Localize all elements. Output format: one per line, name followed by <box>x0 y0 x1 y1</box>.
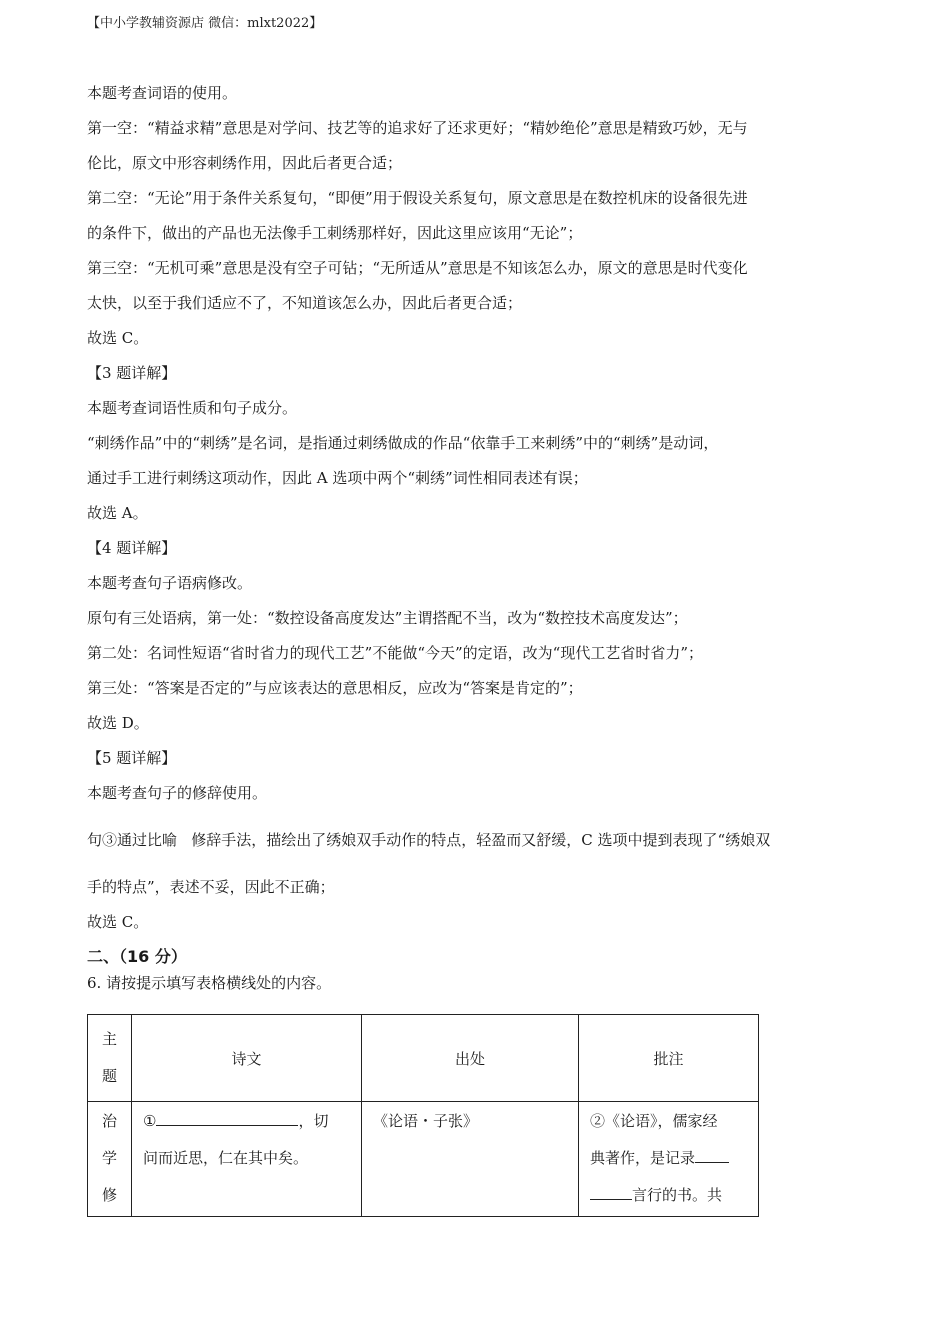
text-line: 伦比，原文中形容刺绣作用，因此后者更合适； <box>87 154 403 172</box>
row-source <box>362 1102 579 1217</box>
text-line: 本题考查句子的修辞使用。 <box>87 784 268 802</box>
fill-blank[interactable] <box>156 1111 298 1126</box>
header-theme-char: 题 <box>101 1067 117 1085</box>
text-line: 第二空：“无论”用于条件关系复句，“即便”用于假设关系复句，原文意思是在数控机床的设备很先进 <box>87 189 748 207</box>
row-note <box>579 1102 759 1217</box>
fill-blank[interactable] <box>695 1148 729 1163</box>
text-line: 故选 C。 <box>87 913 149 931</box>
fill-blank[interactable] <box>590 1185 632 1200</box>
section-title: 二、（16 分） <box>87 947 187 966</box>
subquestion-heading: 【5 题详解】 <box>87 749 177 767</box>
text-line: 太快，以至于我们适应不了，不知道该怎么办，因此后者更合适； <box>87 294 523 312</box>
table-header-row <box>88 1015 759 1102</box>
header-theme-char: 主 <box>101 1030 117 1048</box>
row-poem <box>132 1102 362 1217</box>
text-line: 句③通过比喻 修辞手法，描绘出了绣娘双手动作的特点，轻盈而又舒缓，C 选项中提到表现了“绣娘双 <box>87 831 771 849</box>
text-line: “刺绣作品”中的“刺绣”是名词，是指通过刺绣做成的作品“依靠手工来刺绣”中的“刺绣”是动词， <box>87 434 719 452</box>
note-text: ②《论语》，儒家经 <box>590 1112 718 1130</box>
subquestion-heading: 【4 题详解】 <box>87 539 177 557</box>
poem-text: 问而近思，仁在其中矣。 <box>143 1149 309 1167</box>
row-theme-char: 修 <box>101 1186 117 1204</box>
header-source: 出处 <box>362 1015 579 1102</box>
text-line: 故选 C。 <box>87 329 149 347</box>
text-line: 本题考查词语的使用。 <box>87 84 238 102</box>
text-line: 第三空：“无机可乘”意思是没有空子可钻；“无所适从”意思是不知该怎么办，原文的意思是时代变化 <box>87 259 748 277</box>
text-line: 故选 A。 <box>87 504 148 522</box>
text-line: 手的特点”，表述不妥，因此不正确； <box>87 878 335 896</box>
note-text: 言行的书。共 <box>632 1186 723 1204</box>
row-theme <box>88 1102 132 1217</box>
text-line: 第二处：名词性短语“省时省力的现代工艺”不能做“今天”的定语，改为“现代工艺省时省力”； <box>87 644 704 662</box>
header-note: 批注 <box>579 1015 759 1102</box>
note-text: 典著作，是记录 <box>590 1149 696 1167</box>
row-theme-char: 治 <box>101 1112 117 1130</box>
header-theme <box>88 1015 132 1102</box>
text-line: 故选 D。 <box>87 714 149 732</box>
table-row <box>88 1102 759 1217</box>
text-line: 通过手工进行刺绣这项动作，因此 A 选项中两个“刺绣”词性相同表述有误； <box>87 469 588 487</box>
question-prompt: 6. 请按提示填写表格横线处的内容。 <box>87 974 332 992</box>
source-text: 《论语・子张》 <box>373 1112 479 1130</box>
poem-text: ，切 <box>298 1112 329 1130</box>
text-line: 第一空：“精益求精”意思是对学问、技艺等的追求好了还求更好；“精妙绝伦”意思是精致巧妙，无与 <box>87 119 748 137</box>
header-poem: 诗文 <box>132 1015 362 1102</box>
row-theme-char: 学 <box>101 1149 117 1167</box>
text-line: 本题考查词语性质和句子成分。 <box>87 399 298 417</box>
fill-in-table <box>87 1014 759 1217</box>
blank-number: ① <box>143 1112 157 1130</box>
text-line: 本题考查句子语病修改。 <box>87 574 253 592</box>
header-note: 【中小学教辅资源店 微信：mlxt2022】 <box>87 16 323 31</box>
subquestion-heading: 【3 题详解】 <box>87 364 177 382</box>
text-line: 第三处：“答案是否定的”与应该表达的意思相反，应改为“答案是肯定的”； <box>87 679 583 697</box>
answer-content <box>87 76 862 994</box>
text-line: 原句有三处语病，第一处：“数控设备高度发达”主谓搭配不当，改为“数控技术高度发达”； <box>87 609 688 627</box>
text-line: 的条件下，做出的产品也无法像手工刺绣那样好，因此这里应该用“无论”； <box>87 224 583 242</box>
